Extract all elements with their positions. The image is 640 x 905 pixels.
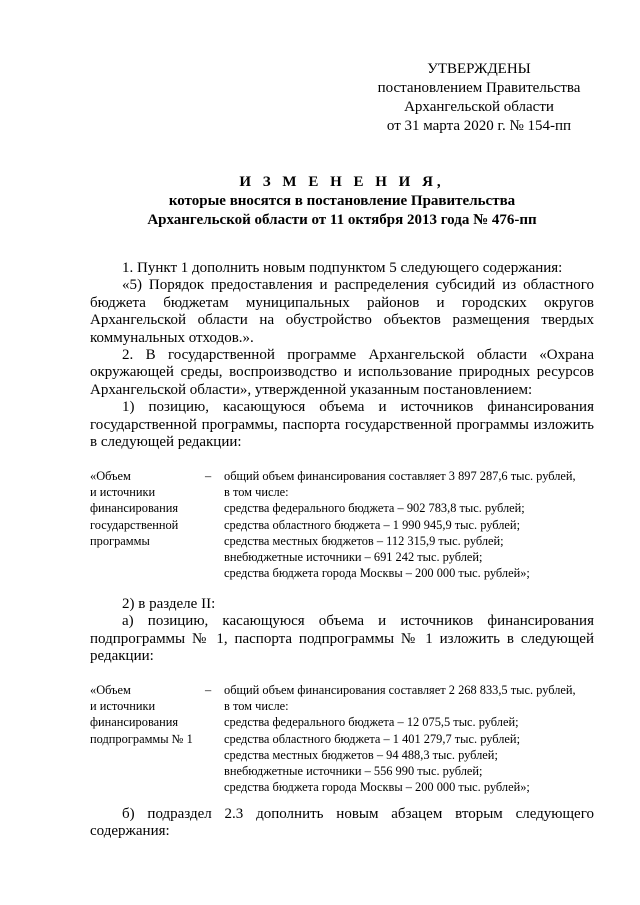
table-2-values <box>224 682 604 795</box>
table-1-label-line: государственной <box>90 517 179 532</box>
table-1-label <box>90 468 200 549</box>
paragraph-7: б) подраздел 2.3 дополнить новым абзацем вторым следующего содержания: <box>90 806 594 840</box>
table-2-value-line: средства местных бюджетов – 94 488,3 тыс. рублей; <box>224 747 498 762</box>
table-2-value-line: средства федерального бюджета – 12 075,5 тыс. рублей; <box>224 715 519 730</box>
paragraph-2: «5) Порядок предоставления и распределения субсидий из областного бюджета бюджетам муниципальных районов и городских округов Архангельской области на обустройство объектов размещения твердых коммунальных отходов.». <box>90 277 594 346</box>
table-1-value-line: в том числе: <box>224 485 289 500</box>
paragraph-4: 1) позицию, касающуюся объема и источников финансирования государственной программы, паспорта государственной программы изложить в следующей редакции: <box>90 399 594 451</box>
table-2-label-line: финансирования <box>90 715 179 730</box>
table-1-value-line: средства областного бюджета – 1 990 945,9 тыс. рублей; <box>224 517 521 532</box>
paragraph-1: 1. Пункт 1 дополнить новым подпунктом 5 следующего содержания: <box>122 260 563 276</box>
document-title <box>90 173 594 230</box>
table-2-value-line: общий объем финансирования составляет 2 268 833,5 тыс. рублей, <box>224 683 576 697</box>
approval-stamp <box>370 60 588 136</box>
table-1-value-line: общий объем финансирования составляет 3 897 287,6 тыс. рублей, <box>224 469 576 483</box>
table-2-value-line: внебюджетные источники – 556 990 тыс. рублей; <box>224 764 483 779</box>
table-2-value-line: средства областного бюджета – 1 401 279,7 тыс. рублей; <box>224 731 521 746</box>
table-2-value-line: средства бюджета города Москвы – 200 000 тыс. рублей»; <box>224 780 530 795</box>
table-2-value-line: в том числе: <box>224 699 289 714</box>
body-section-2 <box>90 596 594 666</box>
table-1-label-line: «Объем <box>90 469 131 483</box>
table-1-value-line: внебюджетные источники – 691 242 тыс. рублей; <box>224 550 483 565</box>
table-2-label-line: «Объем <box>90 683 131 697</box>
table-2-label-line: подпрограммы № 1 <box>90 731 193 746</box>
table-1-label-line: финансирования <box>90 501 179 516</box>
approval-line-3: Архангельской области <box>404 99 554 115</box>
body-section-3 <box>90 806 594 841</box>
paragraph-6: а) позицию, касающуюся объема и источников финансирования подпрограммы № 1, паспорта подпрограммы № 1 изложить в следующей редакции: <box>90 613 594 665</box>
table-2-dash: – <box>205 683 212 697</box>
table-2-label <box>90 682 200 747</box>
body-section-1 <box>90 260 594 451</box>
table-1-label-line: программы <box>90 533 150 548</box>
paragraph-5: 2) в разделе II: <box>122 596 216 612</box>
paragraph-3: 2. В государственной программе Архангельской области «Охрана окружающей среды, воспроизводство и использование природных ресурсов Архангельской области», утвержденной указанным постановлением: <box>90 347 594 398</box>
table-1-value-line: средства бюджета города Москвы – 200 000 тыс. рублей»; <box>224 566 530 581</box>
title-subline-2: Архангельской области от 11 октября 2013 года № 476-пп <box>147 212 537 228</box>
table-1-dash: – <box>205 469 212 483</box>
finance-table-2 <box>90 682 600 797</box>
table-1-values <box>224 468 604 581</box>
table-1-value-line: средства федерального бюджета – 902 783,8 тыс. рублей; <box>224 501 525 516</box>
title-heading: И З М Е Н Е Н И Я, <box>239 174 445 190</box>
approval-line-2: постановлением Правительства <box>377 80 581 96</box>
title-subline-1: которые вносятся в постановление Правительства <box>168 193 516 209</box>
approval-line-1: УТВЕРЖДЕНЫ <box>427 61 531 77</box>
table-1-label-line: и источники <box>90 485 156 500</box>
finance-table-1 <box>90 468 600 583</box>
table-1-value-line: средства местных бюджетов – 112 315,9 тыс. рублей; <box>224 533 504 548</box>
table-2-label-line: и источники <box>90 699 156 714</box>
approval-line-4: от 31 марта 2020 г. № 154-пп <box>386 118 572 134</box>
